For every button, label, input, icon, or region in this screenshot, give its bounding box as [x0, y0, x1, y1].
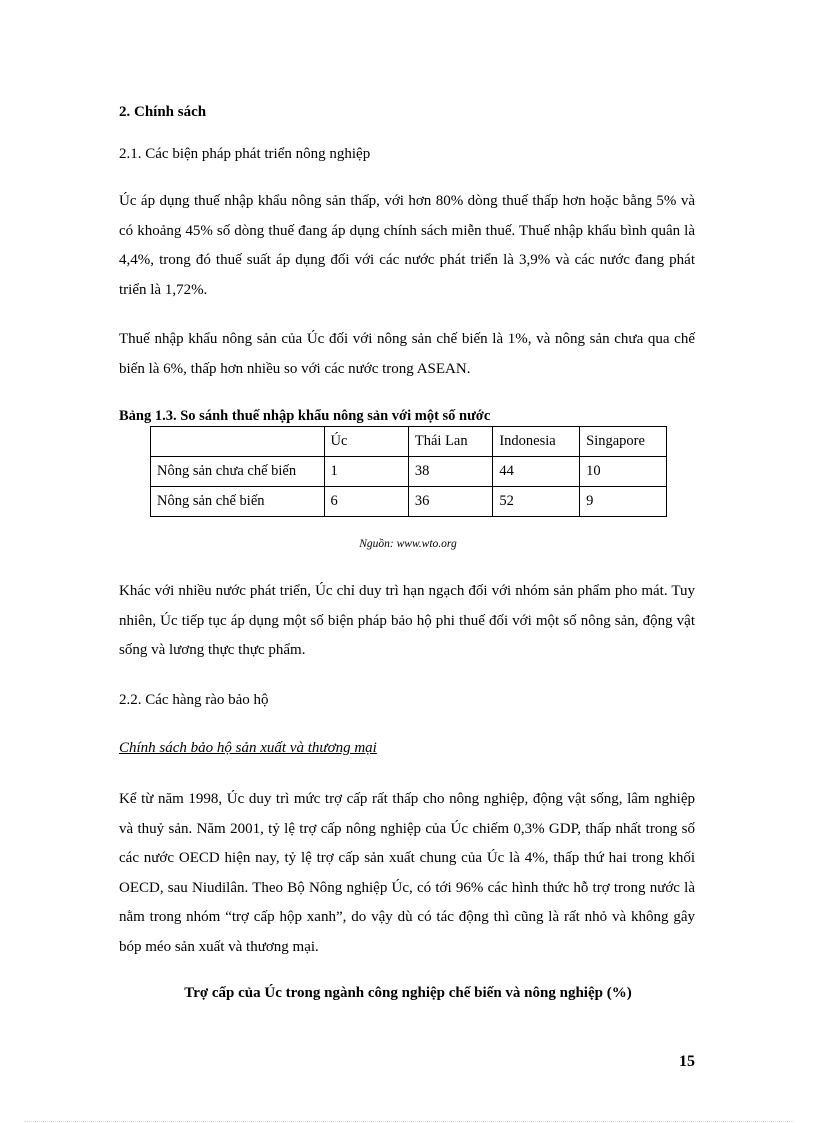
- paragraph-processed-products: Thuế nhập khẩu nông sản của Úc đối với nông sản chế biến là 1%, và nông sản chưa qua chế biến là 6%, thấp hơn nhiều so với các nước trong ASEAN.: [119, 331, 695, 377]
- table-cell: 9: [580, 487, 667, 517]
- paragraph-quota: Khác với nhiều nước phát triển, Úc chỉ duy trì hạn ngạch đối với nhóm sản phẩm pho mát. Tuy nhiên, Úc tiếp tục áp dụng một số biện pháp bảo hộ phi thuế đối với một số nông sản, động vật sống và lương thực thực phẩm.: [119, 583, 695, 658]
- table-cell: Nông sản chưa chế biến: [151, 457, 325, 487]
- paragraph-subsidies: Kể từ năm 1998, Úc duy trì mức trợ cấp rất thấp cho nông nghiệp, động vật sống, lâm nghiệp và thuỷ sản. Năm 2001, tỷ lệ trợ cấp nông nghiệp của Úc chiếm 0,3% GDP, thấp nhất trong số các nước OECD hiện nay, tỷ lệ trợ cấp sản xuất chung của Úc là 4%, thấp thứ hai trong khối OECD, sau Niudilân. Theo Bộ Nông nghiệp Úc, có tới 96% các hình thức hỗ trợ trong nước là nằm trong nhóm “trợ cấp hộp xanh”, do vậy dù có tác động thì cũng là rất nhỏ và không gây bóp méo sản xuất và thương mại.: [119, 791, 695, 955]
- italic-subheading: Chính sách bảo hộ sản xuất và thương mại: [119, 740, 377, 756]
- table-cell: 44: [493, 457, 580, 487]
- paragraph-import-tax: Úc áp dụng thuế nhập khẩu nông sản thấp, với hơn 80% dòng thuế thấp hơn hoặc bằng 5% và có khoảng 45% số dòng thuế đang áp dụng chính sách miễn thuế. Thuế nhập khẩu bình quân là 4,4%, trong đó thuế suất áp dụng đối với các nước phát triển là 3,9% và các nước đang phát triển là 1,72%.: [119, 193, 695, 298]
- table-source: Nguồn: www.wto.org: [359, 538, 457, 550]
- table-header-cell: Indonesia: [493, 427, 580, 457]
- page-bottom-border: [24, 1121, 794, 1122]
- table-header-cell: Singapore: [580, 427, 667, 457]
- table-cell: 36: [408, 487, 492, 517]
- chart-title: Trợ cấp của Úc trong ngành công nghiệp chế biến và nông nghiệp (%): [184, 985, 632, 1001]
- table-cell: 6: [324, 487, 408, 517]
- section-heading: 2. Chính sách: [119, 104, 207, 120]
- tariff-comparison-table: [150, 426, 667, 517]
- table-header-cell: Thái Lan: [408, 427, 492, 457]
- table-cell: 52: [493, 487, 580, 517]
- table-row: [151, 487, 667, 517]
- table-header-cell: [151, 427, 325, 457]
- table-cell: Nông sản chế biến: [151, 487, 325, 517]
- page-number: 15: [679, 1053, 695, 1070]
- table-cell: 1: [324, 457, 408, 487]
- table-caption: Bảng 1.3. So sánh thuế nhập khẩu nông sản với một số nước: [119, 408, 491, 424]
- table-cell: 10: [580, 457, 667, 487]
- table-header-cell: Úc: [324, 427, 408, 457]
- subsection-title-2-1: 2.1. Các biện pháp phát triển nông nghiệp: [119, 146, 371, 162]
- table-header-row: [151, 427, 667, 457]
- subsection-title-2-2: 2.2. Các hàng rào bảo hộ: [119, 692, 269, 708]
- table-cell: 38: [408, 457, 492, 487]
- table-row: [151, 457, 667, 487]
